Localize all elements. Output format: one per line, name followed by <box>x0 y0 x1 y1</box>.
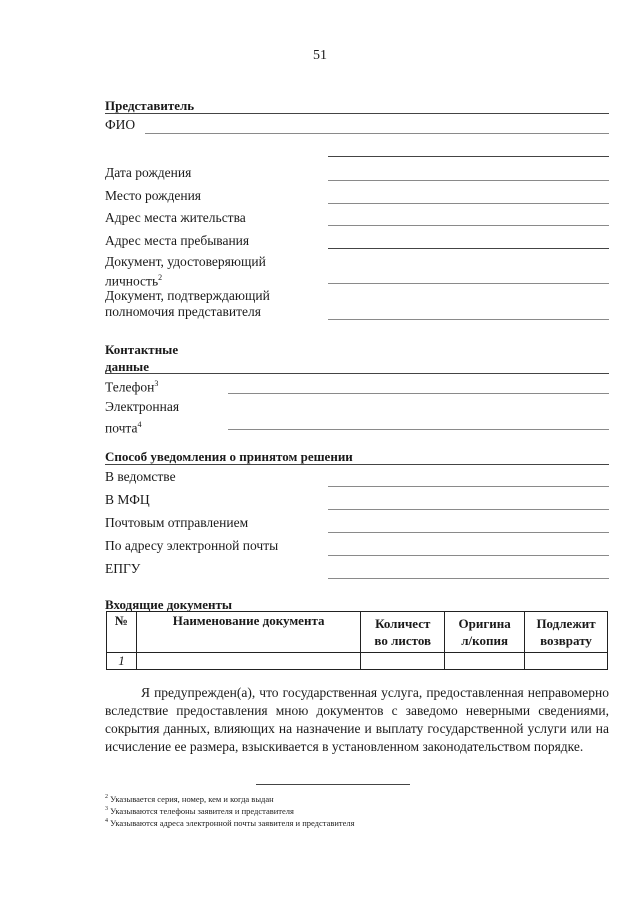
contacts-heading-line2: данные <box>105 359 149 374</box>
identity-document-label-line2: личность <box>105 273 159 289</box>
col-header-sheets-line2: во листов <box>374 633 432 648</box>
table-header-row <box>107 612 608 653</box>
contacts-heading-line1: Контактные <box>105 342 179 357</box>
col-header-sheets <box>361 612 445 653</box>
stay-address-field[interactable] <box>328 248 609 249</box>
notification-heading: Способ уведомления о принятом решении <box>105 449 353 464</box>
notify-email-label: По адресу электронной почты <box>105 538 279 553</box>
original-copy-cell[interactable] <box>445 653 525 670</box>
col-header-return-line1: Подлежит <box>536 616 596 631</box>
col-header-number <box>107 612 137 653</box>
fio-field-line2[interactable] <box>328 156 609 157</box>
identity-document-field[interactable] <box>328 283 609 284</box>
notify-epgu-field[interactable] <box>328 578 609 579</box>
footnote-4-text: Указываются адреса электронной почты заявителя и представителя <box>110 817 355 828</box>
table-row <box>107 653 608 670</box>
col-header-number-text: № <box>114 613 128 628</box>
authority-document-label-line1: Документ, подтверждающий <box>105 288 270 303</box>
col-header-original-copy-line2: л/копия <box>461 633 508 648</box>
phone-label <box>105 376 158 396</box>
contacts-heading <box>105 341 178 375</box>
fio-label: ФИО <box>105 117 136 132</box>
email-label-line1: Электронная <box>105 399 180 414</box>
footnote-separator <box>256 784 410 785</box>
sheets-count-cell[interactable] <box>361 653 445 670</box>
phone-field[interactable] <box>228 393 609 394</box>
email-label-line2: почта <box>105 420 138 436</box>
col-header-return-line2: возврату <box>540 633 592 648</box>
authority-document-label-line2: полномочия представителя <box>105 304 261 319</box>
footnote-3-text: Указываются телефоны заявителя и представителя <box>110 805 294 816</box>
notify-email-field[interactable] <box>328 555 609 556</box>
notify-mfc-label: В МФЦ <box>105 492 150 507</box>
stay-address-label: Адрес места пребывания <box>105 233 250 248</box>
email-field[interactable] <box>228 429 609 430</box>
col-header-sheets-line1: Количест <box>375 616 431 631</box>
residence-address-label: Адрес места жительства <box>105 210 246 225</box>
col-header-return <box>525 612 608 653</box>
col-header-original-copy <box>445 612 525 653</box>
residence-address-field[interactable] <box>328 225 609 226</box>
authority-document-field[interactable] <box>328 319 609 320</box>
row-number-cell: 1 <box>107 653 137 670</box>
col-header-original-copy-line1: Оригина <box>458 616 511 631</box>
footnote-2-text: Указывается серия, номер, кем и когда выдан <box>110 793 274 804</box>
authority-document-label <box>105 288 270 320</box>
footnote-4-number: 4 <box>105 818 108 824</box>
footnote-ref-2: 2 <box>158 273 163 282</box>
phone-label-text: Телефон <box>105 379 155 395</box>
footnote-3 <box>105 804 294 817</box>
col-header-name <box>136 612 360 653</box>
representative-heading-underline <box>105 113 609 114</box>
contacts-heading-underline <box>105 373 609 374</box>
identity-document-label <box>105 254 266 290</box>
birth-date-label: Дата рождения <box>105 165 192 180</box>
footnote-ref-4: 4 <box>137 420 142 429</box>
incoming-documents-heading: Входящие документы <box>105 597 233 612</box>
notify-agency-label: В ведомстве <box>105 469 176 484</box>
birth-date-field[interactable] <box>328 180 609 181</box>
birth-place-field[interactable] <box>328 203 609 204</box>
birth-place-label: Место рождения <box>105 188 202 203</box>
notify-post-field[interactable] <box>328 532 609 533</box>
fio-field[interactable] <box>145 133 609 134</box>
footnote-2 <box>105 792 274 805</box>
identity-document-label-line1: Документ, удостоверяющий <box>105 254 266 269</box>
footnote-4 <box>105 816 355 829</box>
col-header-name-text: Наименование документа <box>172 613 325 628</box>
return-cell[interactable] <box>525 653 608 670</box>
notify-epgu-label: ЕПГУ <box>105 561 141 576</box>
notification-heading-underline <box>105 464 609 465</box>
incoming-documents-table <box>106 611 608 670</box>
notify-agency-field[interactable] <box>328 486 609 487</box>
representative-heading: Представитель <box>105 98 195 113</box>
page-number: 51 <box>313 48 327 63</box>
email-label <box>105 398 179 438</box>
document-name-cell[interactable] <box>136 653 360 670</box>
notify-post-label: Почтовым отправлением <box>105 515 249 530</box>
footnote-2-number: 2 <box>105 794 108 800</box>
warning-paragraph: Я предупрежден(а), что государственная услуга, предоставленная неправомерно вследствие предоставления мною документов с заведомо неверными сведениями, сокрытия данных, влияющих на назначение и выплату государственной услуги или на исчисление ее размера, взыскивается в установленном законодательством порядке. <box>105 685 609 754</box>
footnote-ref-3: 3 <box>154 379 159 388</box>
footnote-3-number: 3 <box>105 806 108 812</box>
notify-mfc-field[interactable] <box>328 509 609 510</box>
